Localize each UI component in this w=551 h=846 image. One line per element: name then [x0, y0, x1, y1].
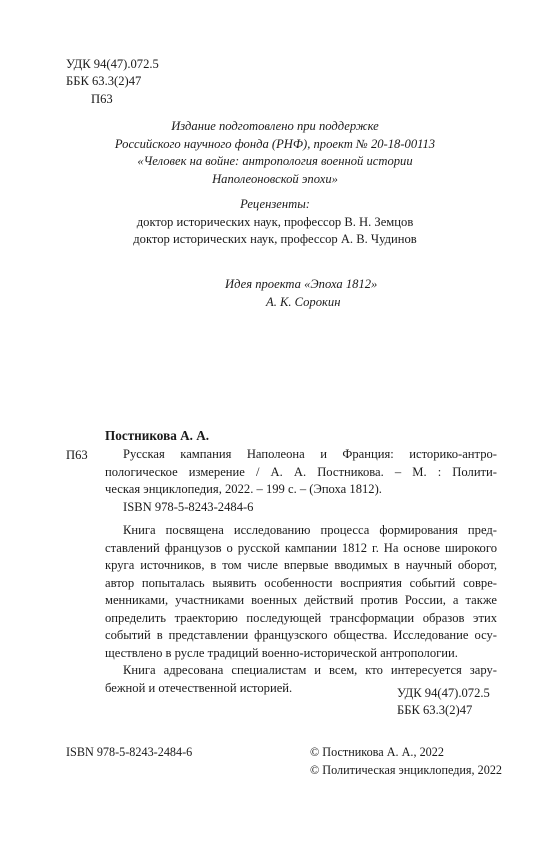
reviewers-heading: Рецензенты:: [240, 197, 310, 211]
support-statement: [80, 118, 470, 188]
description-line: пологическое измерение / А. А. Постникова. – М. : Полити-: [105, 464, 497, 479]
udk-code-top: УДК 94(47).072.5: [66, 57, 159, 71]
annotation-line: автор попыталась выявить особенности восприятия событий совре-: [105, 575, 497, 590]
author-sign-top: П63: [91, 92, 113, 106]
support-line: «Человек на войне: антропология военной истории: [137, 154, 413, 168]
catalog-author-heading: Постникова А. А.: [105, 428, 210, 443]
reviewer-line: доктор исторических наук, профессор В. Н. Земцов: [136, 214, 414, 229]
annotation-line: Книга посвящена исследованию процесса формирования пред-: [123, 523, 497, 537]
footer-isbn: ISBN 978-5-8243-2484-6: [66, 745, 193, 759]
annotation-line: определить траекторию последующей трансформации образов этих: [105, 610, 497, 625]
project-idea: Идея проекта «Эпоха 1812»: [225, 277, 378, 291]
annotation-line: ставлений французов о русской кампании 1812 г. На основе широкого: [105, 540, 497, 555]
reviewer-line: доктор исторических наук, профессор А. В. Чудинов: [133, 232, 417, 246]
reviewers-block: [80, 196, 470, 249]
support-line: Наполеоновской эпохи»: [212, 171, 338, 186]
support-line: Издание подготовлено при поддержке: [171, 119, 379, 133]
project-author: А. К. Сорокин: [266, 295, 341, 309]
annotation-line: событий в представлении французского общества. Исследование осу-: [105, 628, 497, 642]
catalog-isbn: ISBN 978-5-8243-2484-6: [123, 500, 254, 514]
annotation-line: бежной и отечественной историей.: [105, 680, 293, 695]
bbk-code-bottom: ББК 63.3(2)47: [397, 703, 473, 717]
support-line: Российского научного фонда (РНФ), проект № 20-18-00113: [114, 136, 436, 151]
catalog-description: [105, 446, 497, 499]
annotation-line: круга источников, в том числе впервые вводимых в научный оборот,: [105, 558, 497, 572]
udk-code-bottom: УДК 94(47).072.5: [397, 686, 490, 700]
annotation-line: ществлено в русле традиций военно-исторической антропологии.: [105, 645, 458, 660]
bbk-code-top: ББК 63.3(2)47: [66, 74, 142, 88]
copyright-publisher: © Политическая энциклопедия, 2022: [310, 763, 503, 777]
annotation: [105, 522, 497, 697]
copyright-author: © Постникова А. А., 2022: [310, 745, 444, 759]
catalog-sign: П63: [66, 448, 88, 462]
annotation-line: Книга адресована специалистам и всем, кто интересуется зару-: [123, 663, 497, 677]
annotation-line: менниками, участниками военных действий против России, а также: [105, 593, 497, 607]
description-line: ческая энциклопедия, 2022. – 199 с. – (Эпоха 1812).: [105, 482, 382, 496]
description-line: Русская кампания Наполеона и Франция: историко-антро-: [123, 447, 497, 461]
